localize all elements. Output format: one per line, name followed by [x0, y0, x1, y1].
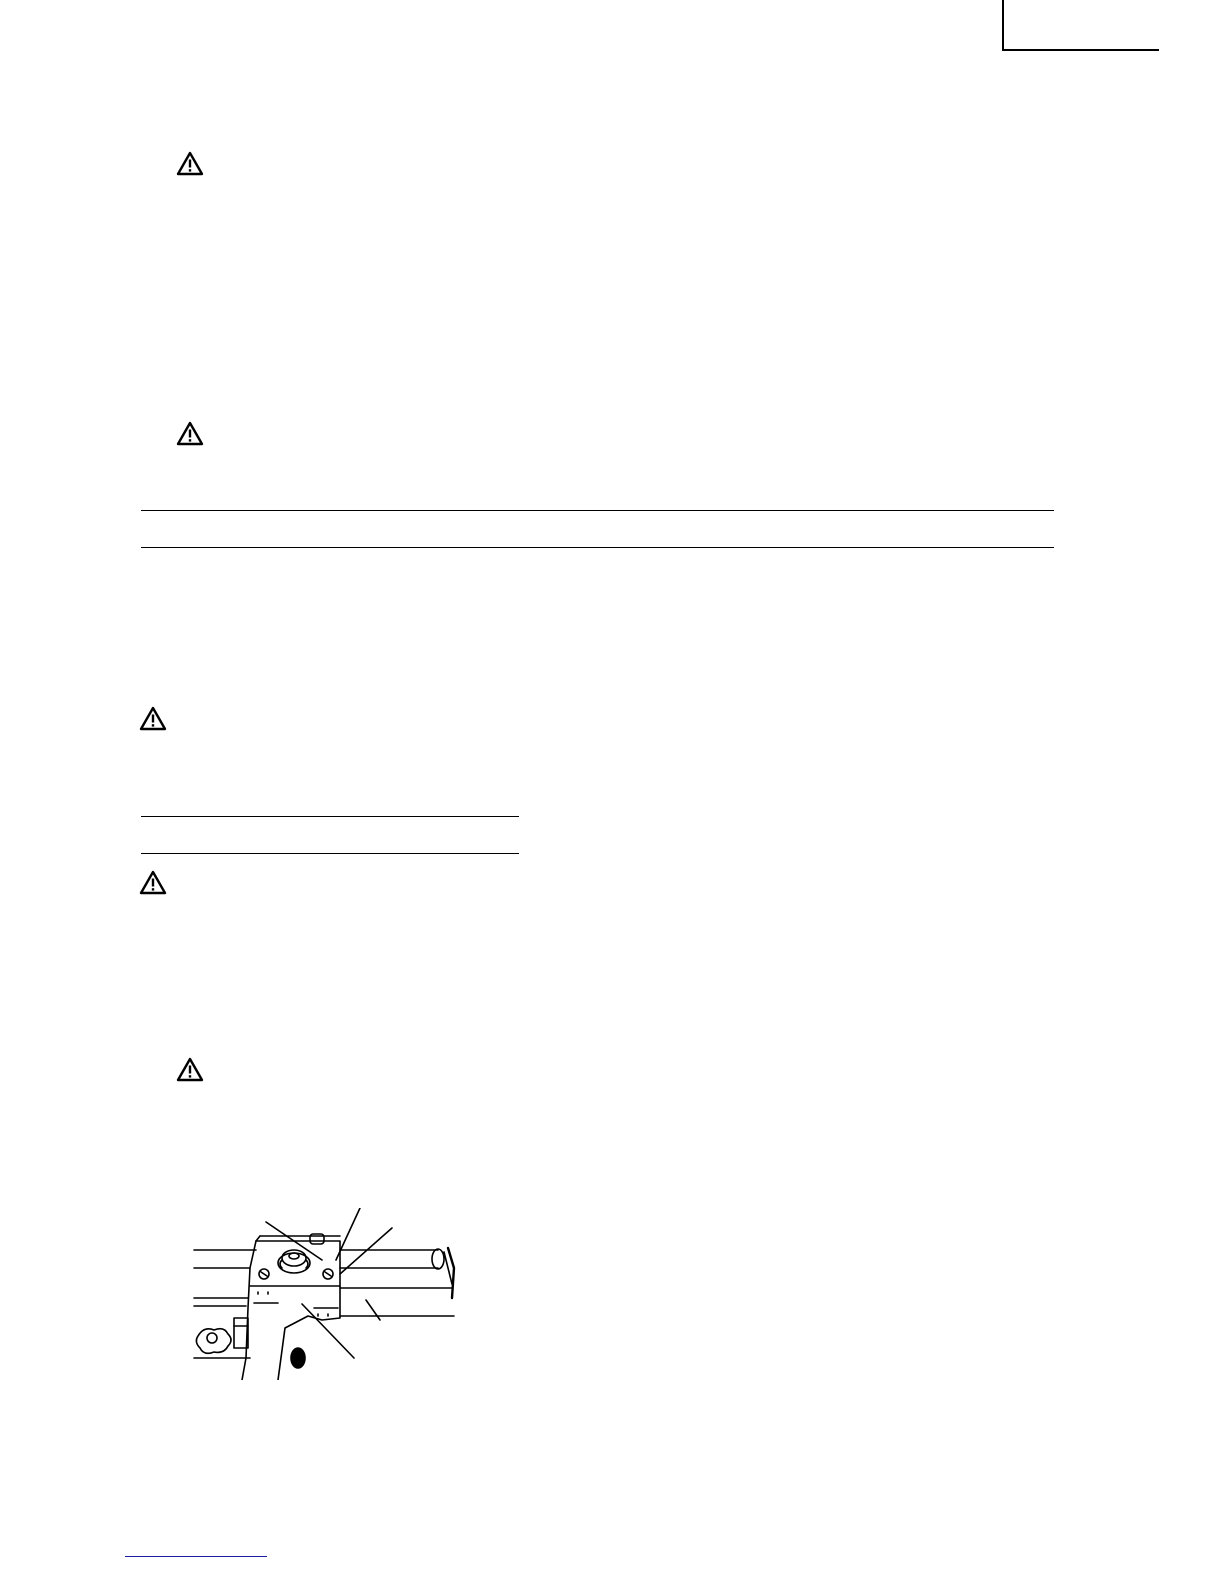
warning-triangle-icon — [176, 421, 204, 447]
page-tab-box — [1002, 0, 1159, 51]
subsection-rule-top — [141, 816, 519, 817]
warning-triangle-icon — [176, 1057, 204, 1083]
warning-triangle-icon — [139, 870, 167, 896]
footer-link-underline — [125, 1556, 267, 1557]
section-rule-top — [141, 510, 1054, 511]
clamp-assembly-illustration — [190, 1208, 458, 1380]
section-rule-bottom — [141, 547, 1054, 548]
warning-triangle-icon — [139, 706, 167, 732]
subsection-rule-bottom — [141, 853, 519, 854]
warning-triangle-icon — [176, 151, 204, 177]
